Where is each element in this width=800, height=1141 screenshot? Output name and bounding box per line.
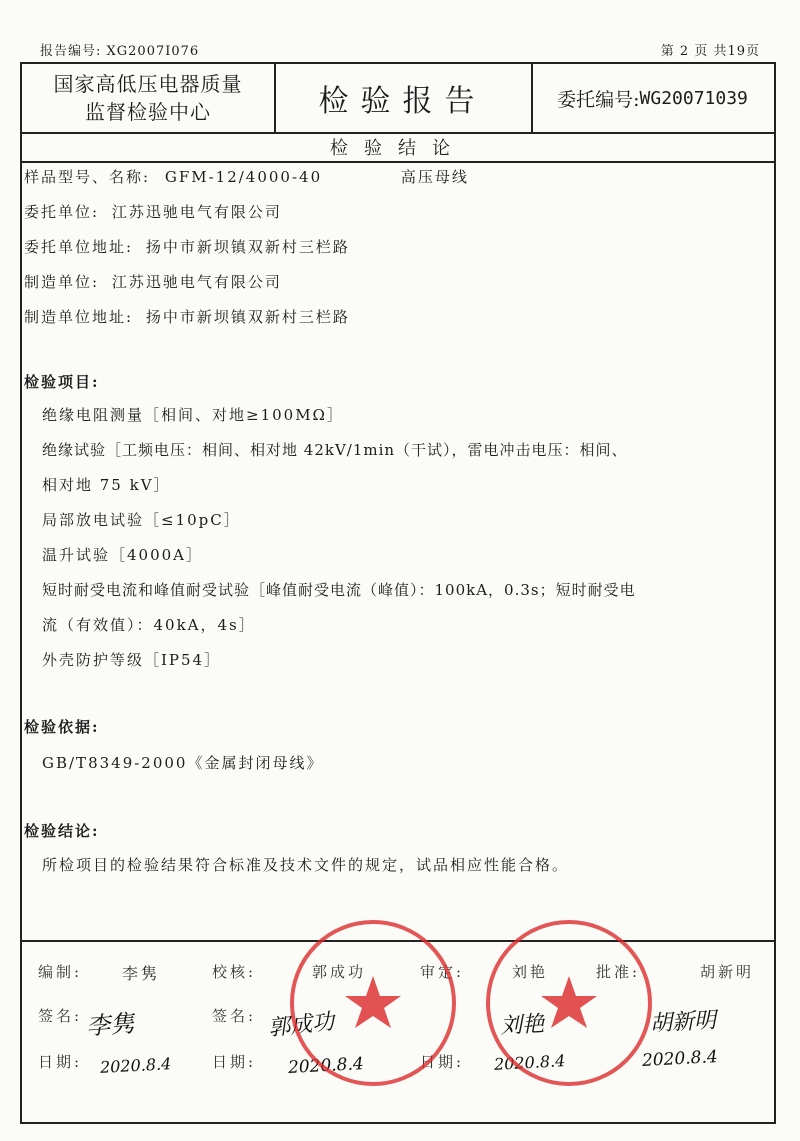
item-short-time-withstand: 短时耐受电流和峰值耐受试验［峰值耐受电流（峰值）：100kA，0.3s；短时耐受电 (42, 581, 636, 599)
date-label-2: 日期: (212, 1053, 257, 1071)
item-insulation-test-cont: 相对地 75 kV］ (42, 476, 171, 494)
inspection-stamp-1 (287, 920, 456, 1086)
org-name (22, 64, 276, 132)
item-temperature-rise: 温升试验［4000A］ (42, 546, 204, 564)
signature-1: 李隽 (85, 1009, 136, 1041)
sample-model-line (24, 166, 469, 187)
date-2: 2020.8.4 (287, 1054, 365, 1078)
basis-heading: 检验依据: (24, 718, 100, 736)
items-heading: 检验项目: (24, 373, 100, 391)
item-insulation-test: 绝缘试验［工频电压：相间、相对地 42kV/1min（干试），雷电冲击电压：相间、 (42, 441, 628, 459)
org-line-2: 监督检验中心 (85, 100, 211, 124)
date-4: 2020.8.4 (641, 1047, 719, 1071)
conclusion-text: 所检项目的检验结果符合标准及技术文件的规定，试品相应性能合格。 (42, 856, 570, 874)
page-indicator: 第 2 页 共19页 (660, 44, 760, 59)
inspection-stamp-2 (486, 920, 652, 1086)
audit-label: 审定: (420, 963, 465, 981)
client-label: 委托单位: (24, 203, 100, 221)
item-enclosure-protection: 外壳防护等级［IP54］ (42, 651, 222, 669)
stamp-2-star-icon (490, 924, 648, 1082)
item-insulation-resistance: 绝缘电阻测量［相间、对地≥100MΩ］ (42, 406, 344, 424)
approve-name: 胡新明 (700, 963, 755, 981)
compile-name: 李隽 (122, 964, 161, 983)
approve-label: 批准: (596, 963, 641, 981)
date-label-3: 日期: (420, 1053, 465, 1071)
report-number: 报告编号: XG2007I076 (40, 44, 200, 59)
audit-name: 刘艳 (512, 963, 549, 981)
commission-number (531, 64, 774, 132)
maker-value: 江苏迅驰电气有限公司 (111, 273, 282, 291)
item-short-time-withstand-cont: 流（有效值）：40kA，4s］ (42, 616, 256, 634)
sign-label-2: 签名: (212, 1007, 257, 1025)
stamp-1-star-icon (294, 924, 452, 1082)
client-value: 江苏迅驰电气有限公司 (111, 203, 282, 221)
date-3: 2020.8.4 (493, 1051, 566, 1074)
maker-address-value: 扬中市新坝镇双新村三栏路 (145, 308, 350, 326)
maker-address-label: 制造单位地址: (24, 308, 134, 326)
item-partial-discharge: 局部放电试验［≤10pC］ (42, 511, 241, 529)
date-label-1: 日期: (38, 1053, 83, 1071)
sample-extra: 高压母线 (400, 168, 469, 186)
sample-value: GFM-12/4000-40 (164, 168, 323, 186)
report-title: 检验报告 (274, 64, 533, 132)
compile-label: 编制: (38, 963, 83, 981)
conclusion-heading: 检验结论: (24, 822, 100, 840)
client-address-label: 委托单位地址: (24, 238, 134, 256)
signature-4: 胡新明 (649, 1008, 717, 1037)
maker-address-line (24, 306, 350, 327)
sign-label-1: 签名: (38, 1007, 83, 1025)
maker-line (24, 271, 282, 292)
sample-label: 样品型号、名称: (24, 168, 151, 186)
section-title: 检验结论 (22, 132, 774, 163)
header-row (22, 64, 774, 134)
client-address-line (24, 236, 350, 257)
commission-label: 委托编号: (557, 88, 640, 111)
signature-3: 刘艳 (499, 1011, 545, 1040)
review-name: 郭成功 (312, 963, 367, 981)
org-line-1: 国家高低压电器质量 (53, 72, 243, 96)
review-label: 校核: (212, 963, 257, 981)
maker-label: 制造单位: (24, 273, 100, 291)
commission-code: WG20071039 (639, 87, 748, 109)
client-address-value: 扬中市新坝镇双新村三栏路 (145, 238, 350, 256)
date-1: 2020.8.4 (99, 1054, 172, 1077)
signature-2: 郭成功 (267, 1009, 336, 1042)
basis-standard: GB/T8349-2000《金属封闭母线》 (42, 754, 324, 772)
client-line (24, 201, 282, 222)
